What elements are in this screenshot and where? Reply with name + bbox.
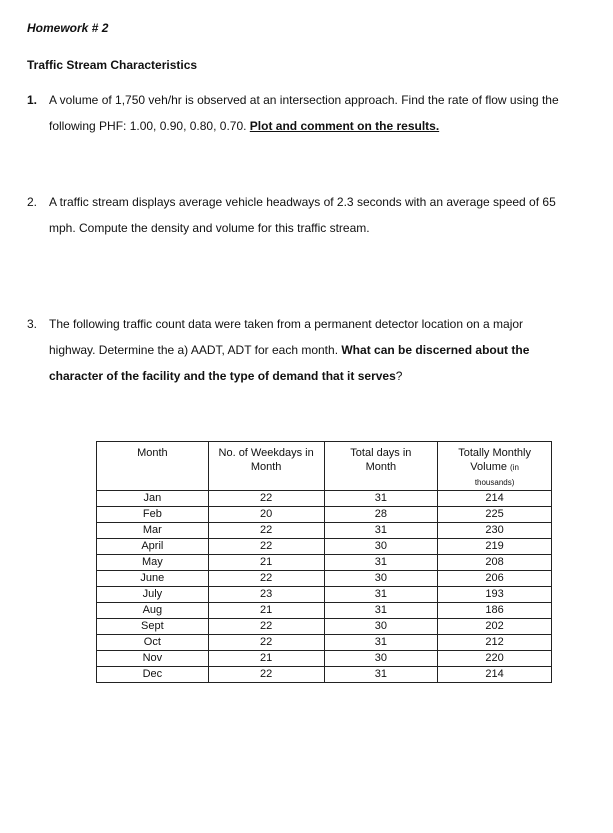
cell-volume: 225 [438,507,552,523]
question-3-line-2-bold: What can be discerned about the [341,343,530,357]
cell-total: 30 [324,539,438,555]
question-2-line-1: A traffic stream displays average vehicle headways of 2.3 seconds with an average speed of 65 [49,195,556,209]
table-row [97,635,552,651]
cell-weekdays: 21 [208,603,324,619]
cell-total: 30 [324,619,438,635]
cell-month: Jan [97,491,209,507]
question-3-line-3-bold: character of the facility and the type of demand that it serves [49,369,396,383]
cell-month: April [97,539,209,555]
cell-volume: 186 [438,603,552,619]
table-row [97,523,552,539]
question-2-line-2: mph. Compute the density and volume for this traffic stream. [49,221,370,235]
table-row [97,539,552,555]
cell-total: 31 [324,523,438,539]
question-3-line-3-text: ? [395,369,403,383]
cell-month: Aug [97,603,209,619]
cell-month: Dec [97,667,209,683]
cell-month: Feb [97,507,209,523]
table-row [97,667,552,683]
cell-total: 30 [324,651,438,667]
cell-volume: 220 [438,651,552,667]
cell-month: July [97,587,209,603]
cell-volume: 230 [438,523,552,539]
cell-weekdays: 22 [208,491,324,507]
cell-weekdays: 20 [208,507,324,523]
cell-volume: 214 [438,491,552,507]
cell-volume: 202 [438,619,552,635]
homework-title: Homework # 2 [27,21,109,35]
cell-total: 31 [324,603,438,619]
cell-volume: 219 [438,539,552,555]
question-3-line-3 [49,369,402,383]
cell-weekdays: 22 [208,667,324,683]
cell-volume: 212 [438,635,552,651]
cell-total: 31 [324,667,438,683]
cell-weekdays: 22 [208,523,324,539]
table-row [97,571,552,587]
cell-total: 30 [324,571,438,587]
cell-month: Mar [97,523,209,539]
cell-month: Oct [97,635,209,651]
table-row [97,555,552,571]
table-row [97,619,552,635]
section-title: Traffic Stream Characteristics [27,58,198,72]
question-1-line-1: A volume of 1,750 veh/hr is observed at an intersection approach. Find the rate of flow using the [49,93,559,107]
table-header-row [97,442,552,491]
cell-volume: 206 [438,571,552,587]
table-row [97,491,552,507]
question-1-line-2-text: following PHF: 1.00, 0.90, 0.80, 0.70. [49,119,250,133]
question-3-line-1: The following traffic count data were taken from a permanent detector location on a major [49,317,524,331]
cell-weekdays: 21 [208,555,324,571]
header-month: Month [97,442,209,491]
cell-weekdays: 22 [208,539,324,555]
question-2-number: 2. [27,195,38,209]
cell-total: 31 [324,635,438,651]
cell-weekdays: 23 [208,587,324,603]
cell-weekdays: 22 [208,619,324,635]
cell-volume: 193 [438,587,552,603]
cell-month: May [97,555,209,571]
cell-month: June [97,571,209,587]
table-row [97,587,552,603]
cell-total: 31 [324,587,438,603]
header-monthly-volume: Totally Monthly Volume (in thousands) [438,442,552,491]
cell-weekdays: 22 [208,571,324,587]
cell-weekdays: 21 [208,651,324,667]
question-3-line-2 [49,343,529,357]
header-weekdays: No. of Weekdays in Month [208,442,324,491]
question-1-number: 1. [27,93,38,107]
question-1-emphasis: Plot and comment on the results. [249,119,440,133]
cell-volume: 208 [438,555,552,571]
traffic-count-table [96,441,552,683]
cell-volume: 214 [438,667,552,683]
table-row [97,603,552,619]
cell-weekdays: 22 [208,635,324,651]
table-row [97,507,552,523]
cell-month: Nov [97,651,209,667]
question-3-line-2-text: highway. Determine the a) AADT, ADT for each month. [49,343,342,357]
cell-total: 31 [324,555,438,571]
cell-total: 28 [324,507,438,523]
cell-month: Sept [97,619,209,635]
header-total-days: Total days in Month [324,442,438,491]
question-1-line-2 [49,119,439,133]
question-3-number: 3. [27,317,38,331]
cell-total: 31 [324,491,438,507]
table-row [97,651,552,667]
